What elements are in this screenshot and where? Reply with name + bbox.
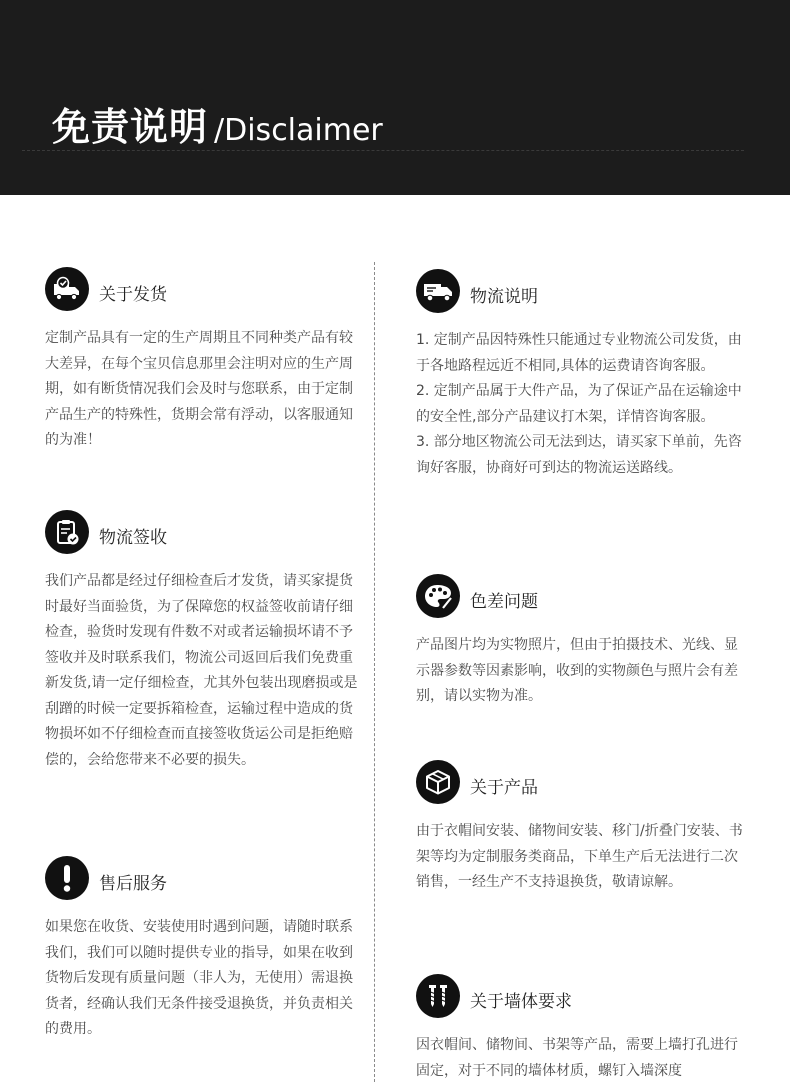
paragraph: 由于衣帽间安装、储物间安装、移门/折叠门安装、书架等均为定制服务类商品，下单生产后无法进行二次销售，一经生产不支持退换货，敬请谅解。 — [416, 823, 743, 890]
section-shipping — [45, 266, 359, 454]
paragraph: 2. 定制产品属于大件产品，为了保证产品在运输途中的安全性,部分产品建议打木架，详情咨询客服。 — [416, 383, 742, 425]
section-body — [45, 569, 359, 773]
section-title: 关于发货 — [99, 284, 167, 305]
section-title: 关于墙体要求 — [470, 991, 572, 1012]
clipboard-check-icon — [45, 510, 89, 554]
section-wall-requirements — [416, 973, 746, 1084]
paragraph: 1. 定制产品因特殊性只能通过专业物流公司发货，由于各地路程远近不相同,具体的运费请咨询客服。 — [416, 332, 742, 374]
column-divider — [374, 262, 375, 1082]
paragraph: 如果您在收货、安装使用时遇到问题，请随时联系我们，我们可以随时提供专业的指导，如果在收到货物后发现有质量问题（非人为，无使用）需退换货者，经确认我们无条件接受退换货，并负责相关的费用。 — [45, 919, 353, 1037]
section-title: 售后服务 — [99, 873, 167, 894]
palette-icon — [416, 574, 460, 618]
paragraph: 因衣帽间、储物间、书架等产品，需要上墙打孔进行固定，对于不同的墙体材质，螺钉入墙深度 — [416, 1037, 738, 1079]
screws-icon — [416, 974, 460, 1018]
page-title-english: /Disclaimer — [214, 113, 383, 148]
section-color-difference — [416, 573, 746, 710]
section-body — [416, 1033, 746, 1084]
paragraph: 产品图片均为实物照片，但由于拍摄技术、光线、显示器参数等因素影响，收到的实物颜色与照片会有差别，请以实物为准。 — [416, 637, 738, 704]
section-body — [45, 326, 359, 454]
header-divider — [22, 150, 744, 151]
delivery-truck-check-icon — [45, 267, 89, 311]
section-body — [45, 915, 359, 1043]
section-body — [416, 819, 746, 896]
section-body — [416, 633, 746, 710]
section-products — [416, 759, 746, 896]
box-icon — [416, 760, 460, 804]
page-title-chinese: 免责说明 — [52, 105, 209, 149]
section-logistics — [416, 268, 746, 481]
section-receipt — [45, 509, 359, 773]
section-title: 色差问题 — [470, 591, 538, 612]
page-title — [52, 96, 383, 151]
exclamation-icon — [45, 856, 89, 900]
section-title: 物流签收 — [99, 527, 167, 548]
paragraph: 定制产品具有一定的生产周期且不同种类产品有较大差异，在每个宝贝信息那里会注明对应的生产周期，如有断货情况我们会及时与您联系，由于定制产品生产的特殊性，货期会常有浮动，以客服通知的为准！ — [45, 330, 353, 448]
logistics-truck-icon — [416, 269, 460, 313]
header-banner — [0, 0, 790, 195]
paragraph: 我们产品都是经过仔细检查后才发货，请买家提货时最好当面验货，为了保障您的权益签收前请仔细检查，验货时发现有件数不对或者运输损坏请不予签收并及时联系我们，物流公司返回后我们免费重新发货,请一定仔细检查，尤其外包装出现磨损或是刮蹭的时候一定要拆箱检查，运输过程中造成的货物损坏如不仔细检查而直接签收货运公司是拒绝赔偿的，会给您带来不必要的损失。 — [45, 573, 358, 768]
section-body — [416, 328, 746, 481]
paragraph: 3. 部分地区物流公司无法到达，请买家下单前，先咨询好客服，协商好可到达的物流运送路线。 — [416, 434, 742, 476]
section-title: 物流说明 — [470, 286, 538, 307]
section-after-sales — [45, 855, 359, 1043]
section-title: 关于产品 — [470, 777, 538, 798]
